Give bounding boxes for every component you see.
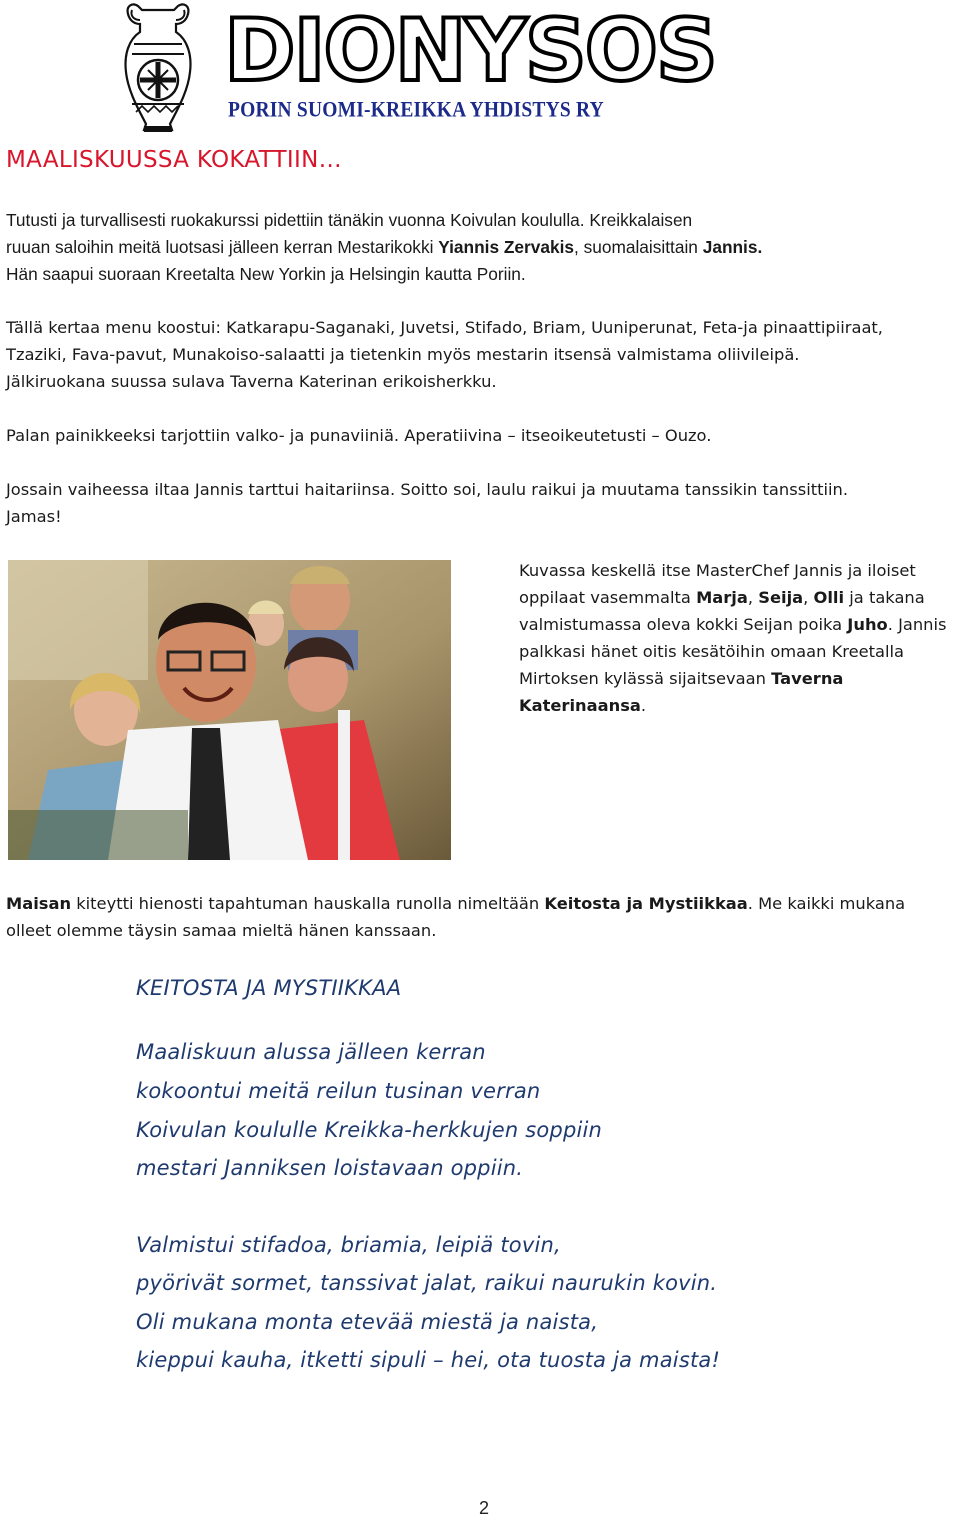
intro-line — [6, 234, 960, 261]
poem-line: kokoontui meitä reilun tusinan verran — [136, 1079, 541, 1103]
poem-line: Oli mukana monta etevää miestä ja naista, — [136, 1310, 599, 1334]
poem-line: Valmistui stifadoa, briamia, leipiä tovin, — [136, 1233, 561, 1257]
poem-line: kieppui kauha, itketti sipuli – hei, ota tuosta ja maista! — [136, 1348, 721, 1372]
music-line: Jossain vaiheessa iltaa Jannis tarttui haitariinsa. Soitto soi, laulu raikui ja muutama tanssikin tanssittiin. — [6, 480, 849, 499]
poem-intro-paragraph — [6, 890, 960, 944]
poem-line: pyörivät sormet, tanssivat jalat, raikui naurukin kovin. — [136, 1271, 718, 1295]
intro-text: ruuan saloihin meitä luotsasi jälleen kerran Mestarikokki — [6, 237, 439, 257]
poet-name: Maisan — [6, 894, 72, 913]
caption-name: Olli — [813, 588, 845, 607]
caption-text: . Jannis palkkasi hänet oitis kesätöihin omaan Kreetalla Mirtoksen kylässä sijaitsevaan — [519, 615, 947, 688]
menu-line: Tällä kertaa menu koostui: Katkarapu-Saganaki, Juvetsi, Stifado, Briam, Uuniperunat, Feta-ja pinaattipiiraat, — [6, 318, 883, 337]
caption-name: Seija — [758, 588, 804, 607]
article-heading: MAALISKUUSSA KOKATTIIN… — [6, 147, 342, 173]
group-photo — [8, 560, 451, 860]
menu-paragraph — [6, 314, 960, 395]
caption-name: Juho — [847, 615, 888, 634]
chef-name: Yiannis Zervakis — [438, 237, 574, 257]
caption-name: Taverna Katerinaansa — [519, 669, 844, 715]
poem-intro-line — [6, 890, 960, 917]
caption-text: ja takana valmistumassa oleva kokki Seijan poika — [519, 588, 925, 634]
poem-intro-text: kiteytti hienosti tapahtuman hauskalla runolla nimeltään — [71, 894, 545, 913]
menu-line: Tzaziki, Fava-pavut, Munakoiso-salaatti ja tietenkin myös mestarin itsensä valmistama oliivileipä. — [6, 345, 800, 364]
wine-paragraph: Palan painikkeeksi tarjottiin valko- ja punaviiniä. Aperatiivina – itseoikeutetusti – Ouzo. — [6, 426, 712, 445]
photo-caption — [519, 557, 959, 719]
poem-line: Maaliskuun alussa jälleen kerran — [136, 1040, 486, 1064]
intro-text: , suomalaisittain — [574, 237, 703, 257]
poem-line: Koivulan koululle Kreikka-herkkujen soppiin — [136, 1118, 603, 1142]
chef-nickname: Jannis. — [702, 237, 763, 257]
logo-subtitle: PORIN SUOMI-KREIKKA YHDISTYS RY — [228, 98, 604, 123]
intro-paragraph — [6, 207, 960, 288]
dionysos-wordmark — [214, 2, 726, 94]
menu-line: Jälkiruokana suussa sulava Taverna Katerinan erikoisherkku. — [6, 372, 497, 391]
logo-word-text: DIONYSOS — [224, 2, 716, 94]
intro-line: Tutusti ja turvallisesti ruokakurssi pidettiin tänäkin vuonna Koivulan koululla. Kreikkalaisen — [6, 210, 693, 230]
music-paragraph — [6, 476, 960, 530]
poem-title-inline: Keitosta ja Mystiikkaa — [544, 894, 748, 913]
caption-name: Marja — [696, 588, 748, 607]
page-number: 2 — [478, 1498, 489, 1518]
poem-intro-text: . Me kaikki mukana — [747, 894, 906, 913]
caption-text: , — [747, 588, 759, 607]
poem-title: KEITOSTA JA MYSTIIKKAA — [136, 976, 402, 1000]
music-line: Jamas! — [6, 507, 62, 526]
poem-line: mestari Janniksen loistavaan oppiin. — [136, 1156, 524, 1180]
caption-text: . — [640, 696, 647, 715]
caption-text: , — [803, 588, 814, 607]
amphora-logo-icon — [118, 0, 198, 136]
intro-line: Hän saapui suoraan Kreetalta New Yorkin ja Helsingin kautta Poriin. — [6, 264, 526, 284]
caption-text: Kuvassa keskellä itse MasterChef Jannis ja iloiset oppilaat vasemmalta — [519, 561, 916, 607]
poem-intro-line: olleet olemme täysin samaa mieltä hänen kanssaan. — [6, 921, 437, 940]
